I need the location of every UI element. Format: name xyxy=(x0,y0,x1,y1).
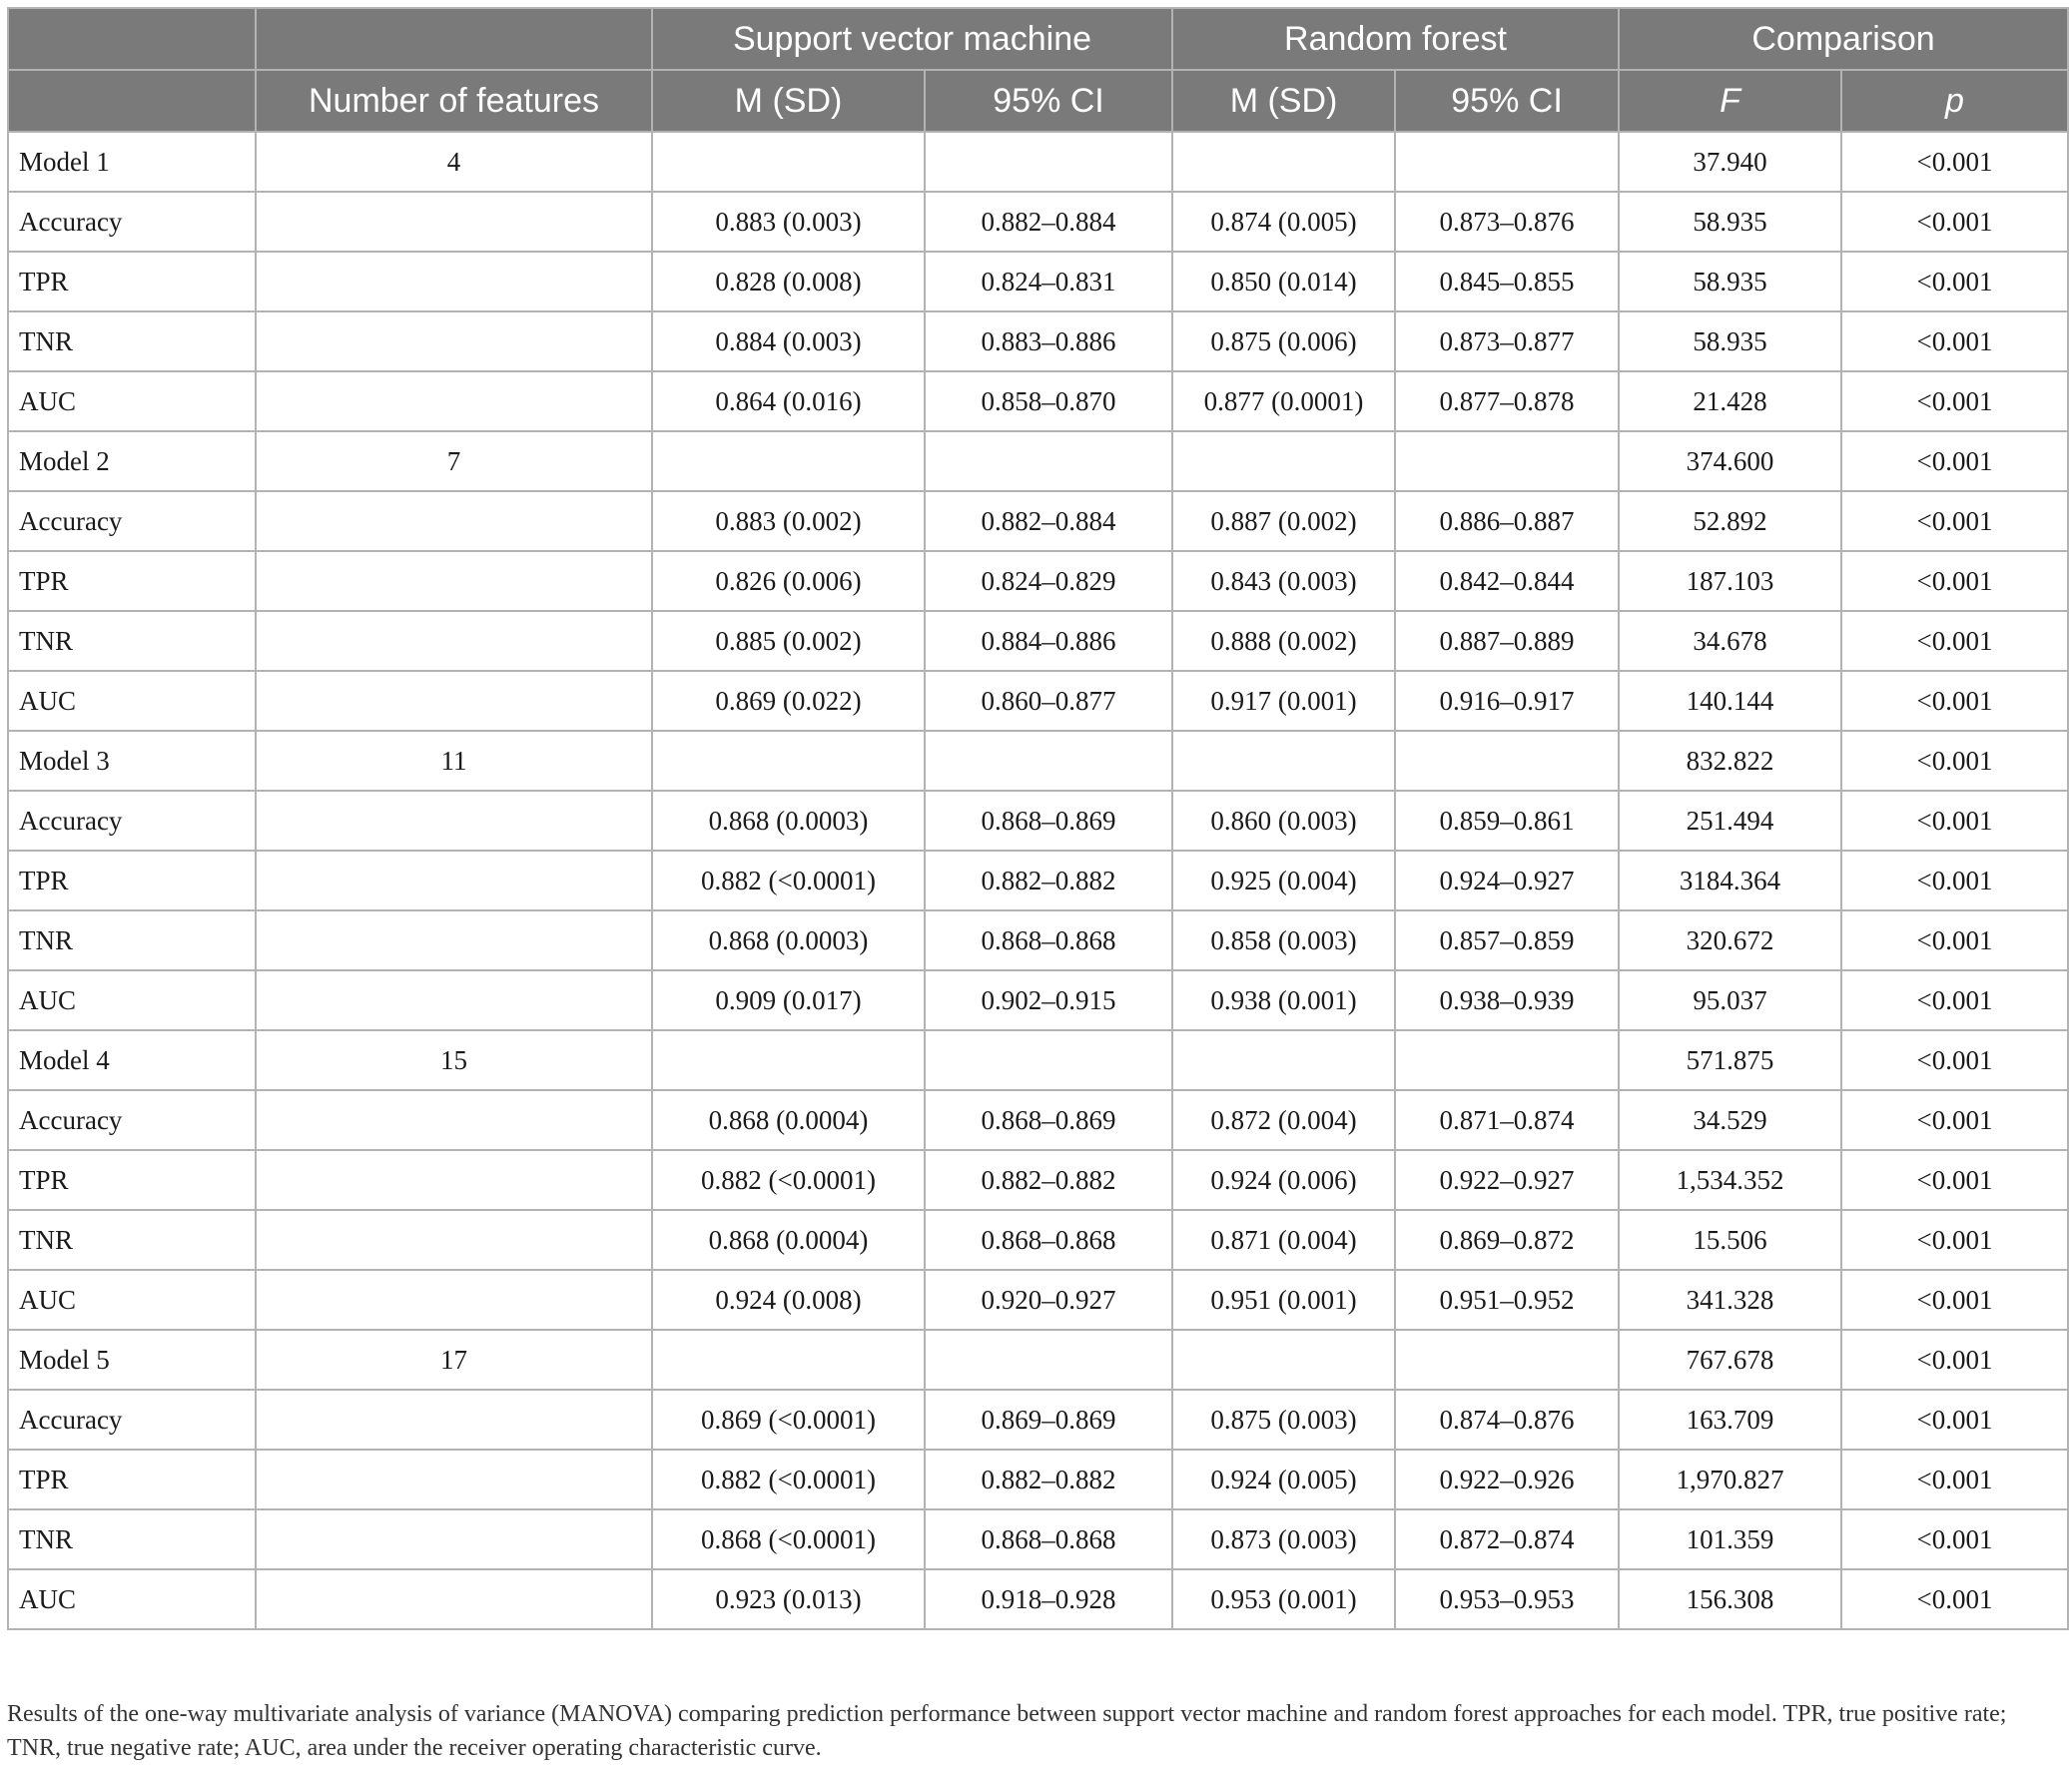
row-label: TPR xyxy=(8,252,256,311)
svm-mean-sd-cell: 0.869 (<0.0001) xyxy=(652,1390,925,1450)
rf-ci-cell: 0.922–0.927 xyxy=(1395,1150,1619,1210)
p-value-cell: <0.001 xyxy=(1841,551,2068,611)
svm-mean-sd-cell: 0.868 (<0.0001) xyxy=(652,1509,925,1569)
svm-ci-cell: 0.918–0.928 xyxy=(925,1569,1172,1629)
svm-mean-sd-cell: 0.882 (<0.0001) xyxy=(652,851,925,910)
rf-mean-sd-cell: 0.951 (0.001) xyxy=(1172,1270,1395,1330)
svm-mean-sd-cell xyxy=(652,1330,925,1390)
table-row xyxy=(8,1270,2068,1330)
svm-ci-cell: 0.869–0.869 xyxy=(925,1390,1172,1450)
number-of-features-cell: 7 xyxy=(256,431,652,491)
f-statistic-cell: 1,970.827 xyxy=(1619,1450,1841,1509)
svm-mean-sd-cell xyxy=(652,1030,925,1090)
rf-ci-cell: 0.859–0.861 xyxy=(1395,791,1619,851)
f-statistic-cell: 58.935 xyxy=(1619,192,1841,252)
number-of-features-cell xyxy=(256,1390,652,1450)
svm-ci-cell: 0.884–0.886 xyxy=(925,611,1172,671)
rf-ci-cell xyxy=(1395,132,1619,192)
table-row xyxy=(8,851,2068,910)
row-label: Model 2 xyxy=(8,431,256,491)
svm-ci-cell xyxy=(925,731,1172,791)
svm-mean-sd-cell: 0.883 (0.003) xyxy=(652,192,925,252)
f-statistic-cell: 187.103 xyxy=(1619,551,1841,611)
table-row xyxy=(8,611,2068,671)
rf-ci-cell: 0.869–0.872 xyxy=(1395,1210,1619,1270)
row-label: TNR xyxy=(8,910,256,970)
svm-mean-sd-cell: 0.868 (0.0003) xyxy=(652,910,925,970)
table-row xyxy=(8,1330,2068,1390)
row-label: AUC xyxy=(8,371,256,431)
svm-ci-cell: 0.858–0.870 xyxy=(925,371,1172,431)
svm-ci-cell: 0.868–0.868 xyxy=(925,1210,1172,1270)
number-of-features-cell xyxy=(256,1090,652,1150)
svm-mean-sd-cell: 0.909 (0.017) xyxy=(652,970,925,1030)
table-row xyxy=(8,671,2068,731)
svm-mean-sd-cell: 0.883 (0.002) xyxy=(652,491,925,551)
number-of-features-cell xyxy=(256,910,652,970)
row-label: Model 5 xyxy=(8,1330,256,1390)
rf-mean-sd-cell: 0.924 (0.005) xyxy=(1172,1450,1395,1509)
table-container xyxy=(7,7,2067,1630)
table-row xyxy=(8,252,2068,311)
rf-ci-cell: 0.887–0.889 xyxy=(1395,611,1619,671)
column-header-rf-mean-sd: M (SD) xyxy=(1172,70,1395,132)
svm-mean-sd-cell: 0.868 (0.0003) xyxy=(652,791,925,851)
f-statistic-cell: 95.037 xyxy=(1619,970,1841,1030)
svm-mean-sd-cell: 0.864 (0.016) xyxy=(652,371,925,431)
svm-mean-sd-cell: 0.868 (0.0004) xyxy=(652,1090,925,1150)
rf-ci-cell: 0.873–0.876 xyxy=(1395,192,1619,252)
number-of-features-cell xyxy=(256,851,652,910)
svm-ci-cell: 0.824–0.831 xyxy=(925,252,1172,311)
p-value-cell: <0.001 xyxy=(1841,371,2068,431)
header-row-columns xyxy=(8,70,2068,132)
rf-mean-sd-cell xyxy=(1172,132,1395,192)
p-value-cell: <0.001 xyxy=(1841,1150,2068,1210)
p-value-cell: <0.001 xyxy=(1841,132,2068,192)
p-value-cell: <0.001 xyxy=(1841,311,2068,371)
p-value-cell: <0.001 xyxy=(1841,910,2068,970)
rf-ci-cell: 0.886–0.887 xyxy=(1395,491,1619,551)
table-row xyxy=(8,551,2068,611)
rf-mean-sd-cell: 0.871 (0.004) xyxy=(1172,1210,1395,1270)
svm-ci-cell: 0.883–0.886 xyxy=(925,311,1172,371)
p-value-cell: <0.001 xyxy=(1841,970,2068,1030)
rf-ci-cell: 0.951–0.952 xyxy=(1395,1270,1619,1330)
rf-mean-sd-cell: 0.872 (0.004) xyxy=(1172,1090,1395,1150)
table-caption: Results of the one-way multivariate analysis of variance (MANOVA) comparing prediction performance between support vector machine and random forest approaches for each model. TPR, true positive rate; TNR, true negative rate; AUC, area under the receiver operating characteristic curve. xyxy=(7,1701,2007,1761)
p-value-cell: <0.001 xyxy=(1841,491,2068,551)
svm-mean-sd-cell: 0.885 (0.002) xyxy=(652,611,925,671)
rf-mean-sd-cell: 0.953 (0.001) xyxy=(1172,1569,1395,1629)
rf-ci-cell: 0.938–0.939 xyxy=(1395,970,1619,1030)
svm-mean-sd-cell: 0.869 (0.022) xyxy=(652,671,925,731)
f-statistic-cell: 251.494 xyxy=(1619,791,1841,851)
svm-ci-cell xyxy=(925,132,1172,192)
table-row xyxy=(8,192,2068,252)
svm-ci-cell: 0.868–0.869 xyxy=(925,791,1172,851)
rf-ci-cell: 0.874–0.876 xyxy=(1395,1390,1619,1450)
row-label: AUC xyxy=(8,1270,256,1330)
p-value-cell: <0.001 xyxy=(1841,671,2068,731)
number-of-features-cell xyxy=(256,791,652,851)
table-row xyxy=(8,1569,2068,1629)
p-value-cell: <0.001 xyxy=(1841,1330,2068,1390)
number-of-features-cell xyxy=(256,1270,652,1330)
table-row xyxy=(8,910,2068,970)
number-of-features-cell xyxy=(256,1509,652,1569)
group-header-random-forest: Random forest xyxy=(1172,8,1619,70)
rf-mean-sd-cell xyxy=(1172,1030,1395,1090)
f-statistic-cell: 101.359 xyxy=(1619,1509,1841,1569)
table-row xyxy=(8,1150,2068,1210)
svm-mean-sd-cell: 0.882 (<0.0001) xyxy=(652,1150,925,1210)
row-label: TNR xyxy=(8,311,256,371)
rf-mean-sd-cell xyxy=(1172,1330,1395,1390)
number-of-features-cell xyxy=(256,311,652,371)
svm-mean-sd-cell: 0.924 (0.008) xyxy=(652,1270,925,1330)
rf-ci-cell xyxy=(1395,431,1619,491)
svm-mean-sd-cell: 0.828 (0.008) xyxy=(652,252,925,311)
svm-ci-cell: 0.882–0.882 xyxy=(925,1450,1172,1509)
rf-ci-cell: 0.877–0.878 xyxy=(1395,371,1619,431)
f-statistic-cell: 15.506 xyxy=(1619,1210,1841,1270)
f-statistic-cell: 832.822 xyxy=(1619,731,1841,791)
number-of-features-cell xyxy=(256,371,652,431)
number-of-features-cell xyxy=(256,970,652,1030)
svm-ci-cell xyxy=(925,431,1172,491)
rf-ci-cell: 0.845–0.855 xyxy=(1395,252,1619,311)
p-value-cell: <0.001 xyxy=(1841,1509,2068,1569)
rf-ci-cell: 0.842–0.844 xyxy=(1395,551,1619,611)
rf-mean-sd-cell: 0.875 (0.006) xyxy=(1172,311,1395,371)
table-row xyxy=(8,1509,2068,1569)
number-of-features-cell xyxy=(256,192,652,252)
rf-ci-cell: 0.873–0.877 xyxy=(1395,311,1619,371)
table-row xyxy=(8,132,2068,192)
table-row xyxy=(8,1090,2068,1150)
rf-ci-cell xyxy=(1395,731,1619,791)
rf-mean-sd-cell: 0.917 (0.001) xyxy=(1172,671,1395,731)
rf-mean-sd-cell: 0.877 (0.0001) xyxy=(1172,371,1395,431)
row-label: TNR xyxy=(8,1210,256,1270)
p-value-cell: <0.001 xyxy=(1841,192,2068,252)
svm-mean-sd-cell xyxy=(652,132,925,192)
p-value-cell: <0.001 xyxy=(1841,1210,2068,1270)
p-value-cell: <0.001 xyxy=(1841,1030,2068,1090)
rf-ci-cell: 0.953–0.953 xyxy=(1395,1569,1619,1629)
svm-ci-cell xyxy=(925,1330,1172,1390)
rf-mean-sd-cell xyxy=(1172,431,1395,491)
rf-mean-sd-cell: 0.925 (0.004) xyxy=(1172,851,1395,910)
table-row xyxy=(8,1030,2068,1090)
results-table xyxy=(7,7,2069,1630)
column-header-number-of-features: Number of features xyxy=(256,70,652,132)
rf-mean-sd-cell: 0.850 (0.014) xyxy=(1172,252,1395,311)
table-row xyxy=(8,1450,2068,1509)
f-statistic-cell: 571.875 xyxy=(1619,1030,1841,1090)
row-label: Accuracy xyxy=(8,1390,256,1450)
rf-mean-sd-cell: 0.843 (0.003) xyxy=(1172,551,1395,611)
p-value-cell: <0.001 xyxy=(1841,1270,2068,1330)
table-row xyxy=(8,491,2068,551)
row-label: Accuracy xyxy=(8,791,256,851)
table-row xyxy=(8,1210,2068,1270)
rf-ci-cell: 0.871–0.874 xyxy=(1395,1090,1619,1150)
svm-ci-cell: 0.860–0.877 xyxy=(925,671,1172,731)
p-value-cell: <0.001 xyxy=(1841,1450,2068,1509)
rf-ci-cell: 0.872–0.874 xyxy=(1395,1509,1619,1569)
svm-ci-cell: 0.868–0.868 xyxy=(925,910,1172,970)
f-statistic-cell: 341.328 xyxy=(1619,1270,1841,1330)
row-label: TNR xyxy=(8,1509,256,1569)
f-statistic-cell: 34.529 xyxy=(1619,1090,1841,1150)
rf-ci-cell xyxy=(1395,1030,1619,1090)
table-row xyxy=(8,791,2068,851)
header-empty-cell xyxy=(8,70,256,132)
svm-mean-sd-cell xyxy=(652,431,925,491)
svm-ci-cell: 0.868–0.869 xyxy=(925,1090,1172,1150)
row-label: TPR xyxy=(8,1150,256,1210)
row-label: Model 3 xyxy=(8,731,256,791)
number-of-features-cell xyxy=(256,252,652,311)
f-statistic-cell: 58.935 xyxy=(1619,311,1841,371)
group-header-comparison: Comparison xyxy=(1619,8,2068,70)
f-statistic-cell: 163.709 xyxy=(1619,1390,1841,1450)
f-statistic-cell: 767.678 xyxy=(1619,1330,1841,1390)
group-header-svm: Support vector machine xyxy=(652,8,1172,70)
row-label: Accuracy xyxy=(8,491,256,551)
number-of-features-cell xyxy=(256,551,652,611)
row-label: TNR xyxy=(8,611,256,671)
table-row xyxy=(8,970,2068,1030)
svm-ci-cell: 0.882–0.882 xyxy=(925,851,1172,910)
rf-mean-sd-cell: 0.924 (0.006) xyxy=(1172,1150,1395,1210)
column-header-svm-mean-sd: M (SD) xyxy=(652,70,925,132)
rf-mean-sd-cell xyxy=(1172,731,1395,791)
svm-ci-cell: 0.882–0.884 xyxy=(925,192,1172,252)
svm-mean-sd-cell: 0.923 (0.013) xyxy=(652,1569,925,1629)
table-row xyxy=(8,371,2068,431)
row-label: Accuracy xyxy=(8,1090,256,1150)
p-value-cell: <0.001 xyxy=(1841,1569,2068,1629)
f-statistic-cell: 140.144 xyxy=(1619,671,1841,731)
column-header-p-value: p xyxy=(1841,70,2068,132)
row-label: Accuracy xyxy=(8,192,256,252)
row-label: Model 1 xyxy=(8,132,256,192)
f-statistic-cell: 34.678 xyxy=(1619,611,1841,671)
row-label: TPR xyxy=(8,551,256,611)
svm-mean-sd-cell xyxy=(652,731,925,791)
svm-ci-cell: 0.882–0.882 xyxy=(925,1150,1172,1210)
f-statistic-cell: 52.892 xyxy=(1619,491,1841,551)
svm-ci-cell: 0.868–0.868 xyxy=(925,1509,1172,1569)
svm-ci-cell: 0.920–0.927 xyxy=(925,1270,1172,1330)
p-value-cell: <0.001 xyxy=(1841,731,2068,791)
column-header-f-statistic: F xyxy=(1619,70,1841,132)
rf-ci-cell: 0.916–0.917 xyxy=(1395,671,1619,731)
svm-ci-cell xyxy=(925,1030,1172,1090)
number-of-features-cell xyxy=(256,671,652,731)
svm-ci-cell: 0.902–0.915 xyxy=(925,970,1172,1030)
table-body xyxy=(8,132,2068,1629)
p-value-cell: <0.001 xyxy=(1841,791,2068,851)
p-value-cell: <0.001 xyxy=(1841,611,2068,671)
rf-mean-sd-cell: 0.873 (0.003) xyxy=(1172,1509,1395,1569)
rf-mean-sd-cell: 0.875 (0.003) xyxy=(1172,1390,1395,1450)
p-value-cell: <0.001 xyxy=(1841,431,2068,491)
svm-mean-sd-cell: 0.868 (0.0004) xyxy=(652,1210,925,1270)
rf-ci-cell xyxy=(1395,1330,1619,1390)
number-of-features-cell xyxy=(256,1450,652,1509)
rf-ci-cell: 0.857–0.859 xyxy=(1395,910,1619,970)
p-value-cell: <0.001 xyxy=(1841,1390,2068,1450)
rf-mean-sd-cell: 0.860 (0.003) xyxy=(1172,791,1395,851)
rf-mean-sd-cell: 0.858 (0.003) xyxy=(1172,910,1395,970)
table-row xyxy=(8,311,2068,371)
rf-mean-sd-cell: 0.938 (0.001) xyxy=(1172,970,1395,1030)
row-label: AUC xyxy=(8,671,256,731)
svm-mean-sd-cell: 0.884 (0.003) xyxy=(652,311,925,371)
p-value-cell: <0.001 xyxy=(1841,252,2068,311)
header-empty-cell xyxy=(8,8,256,70)
rf-mean-sd-cell: 0.887 (0.002) xyxy=(1172,491,1395,551)
header-empty-cell xyxy=(256,8,652,70)
table-row xyxy=(8,731,2068,791)
row-label: AUC xyxy=(8,1569,256,1629)
column-header-svm-ci: 95% CI xyxy=(925,70,1172,132)
svm-mean-sd-cell: 0.826 (0.006) xyxy=(652,551,925,611)
f-statistic-cell: 58.935 xyxy=(1619,252,1841,311)
svm-mean-sd-cell: 0.882 (<0.0001) xyxy=(652,1450,925,1509)
f-statistic-cell: 3184.364 xyxy=(1619,851,1841,910)
number-of-features-cell: 15 xyxy=(256,1030,652,1090)
f-statistic-cell: 21.428 xyxy=(1619,371,1841,431)
f-statistic-cell: 156.308 xyxy=(1619,1569,1841,1629)
f-statistic-cell: 1,534.352 xyxy=(1619,1150,1841,1210)
row-label: AUC xyxy=(8,970,256,1030)
f-statistic-cell: 374.600 xyxy=(1619,431,1841,491)
rf-ci-cell: 0.922–0.926 xyxy=(1395,1450,1619,1509)
row-label: TPR xyxy=(8,1450,256,1509)
table-row xyxy=(8,431,2068,491)
header-row-groups xyxy=(8,8,2068,70)
rf-ci-cell: 0.924–0.927 xyxy=(1395,851,1619,910)
number-of-features-cell: 11 xyxy=(256,731,652,791)
number-of-features-cell: 17 xyxy=(256,1330,652,1390)
svm-ci-cell: 0.824–0.829 xyxy=(925,551,1172,611)
rf-mean-sd-cell: 0.874 (0.005) xyxy=(1172,192,1395,252)
rf-mean-sd-cell: 0.888 (0.002) xyxy=(1172,611,1395,671)
column-header-rf-ci: 95% CI xyxy=(1395,70,1619,132)
p-value-cell: <0.001 xyxy=(1841,1090,2068,1150)
f-statistic-cell: 320.672 xyxy=(1619,910,1841,970)
number-of-features-cell xyxy=(256,491,652,551)
table-row xyxy=(8,1390,2068,1450)
svm-ci-cell: 0.882–0.884 xyxy=(925,491,1172,551)
number-of-features-cell xyxy=(256,611,652,671)
number-of-features-cell xyxy=(256,1210,652,1270)
table-header xyxy=(8,8,2068,132)
number-of-features-cell xyxy=(256,1150,652,1210)
number-of-features-cell xyxy=(256,1569,652,1629)
f-statistic-cell: 37.940 xyxy=(1619,132,1841,192)
number-of-features-cell: 4 xyxy=(256,132,652,192)
row-label: Model 4 xyxy=(8,1030,256,1090)
row-label: TPR xyxy=(8,851,256,910)
p-value-cell: <0.001 xyxy=(1841,851,2068,910)
